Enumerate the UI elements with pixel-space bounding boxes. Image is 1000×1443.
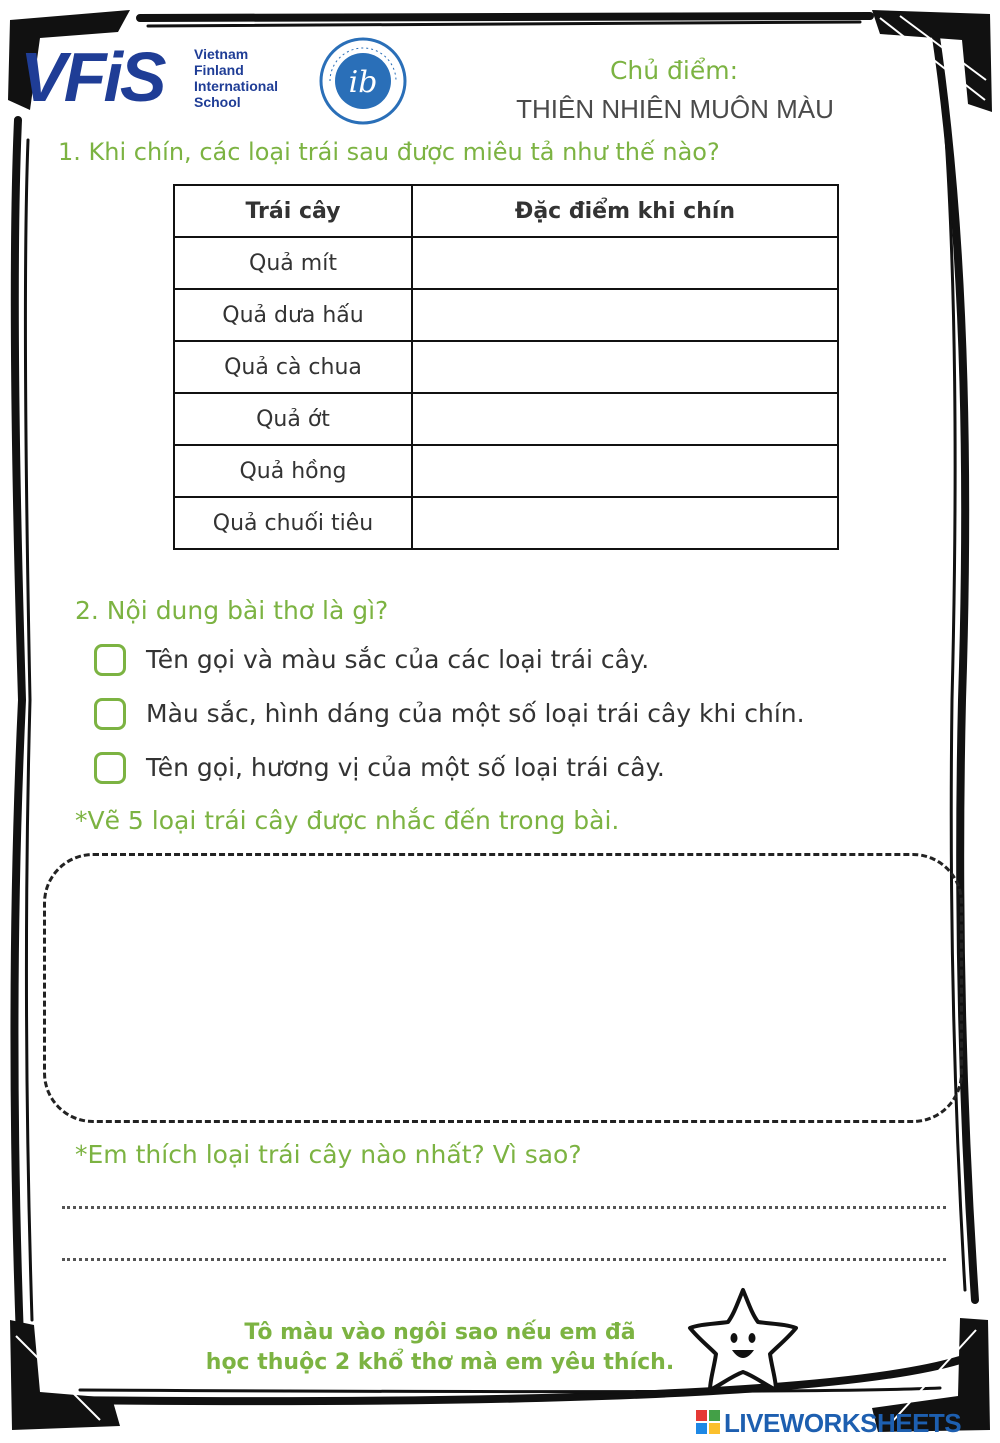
option-label: Tên gọi, hương vị của một số loại trái cây. — [146, 753, 665, 782]
theme-title: THIÊN NHIÊN MUÔN MÀU — [516, 94, 834, 124]
corner-bottom-left — [10, 1320, 120, 1430]
feature-answer-cell[interactable] — [412, 445, 838, 497]
ib-world-school-seal — [318, 36, 408, 126]
fruit-cell: Quả mít — [174, 237, 412, 289]
fruit-cell: Quả dưa hấu — [174, 289, 412, 341]
school-name-line: International — [194, 78, 279, 94]
option-checkbox[interactable] — [94, 644, 126, 676]
option-checkbox[interactable] — [94, 752, 126, 784]
fruit-table — [173, 184, 839, 550]
svg-text:ib: ib — [348, 65, 378, 100]
header-fruit: Trái cây — [174, 185, 412, 237]
fruit-cell: Quả ớt — [174, 393, 412, 445]
smiling-star-icon[interactable] — [684, 1284, 802, 1394]
answer-line[interactable] — [62, 1206, 946, 1209]
header-feature: Đặc điểm khi chín — [412, 185, 838, 237]
feature-answer-cell[interactable] — [412, 289, 838, 341]
fruit-cell: Quả chuối tiêu — [174, 497, 412, 549]
option-label: Màu sắc, hình dáng của một số loại trái cây khi chín. — [146, 699, 805, 728]
question-2-prompt: 2. Nội dung bài thơ là gì? — [75, 596, 389, 625]
theme-label: Chủ điểm: — [609, 56, 739, 85]
footer-line: Tô màu vào ngôi sao nếu em đã — [244, 1320, 636, 1345]
liveworksheets-logo-icon — [696, 1410, 720, 1434]
corner-top-right — [872, 10, 992, 112]
question-1-prompt: 1. Khi chín, các loại trái sau được miêu tả như thế nào? — [58, 138, 720, 166]
feature-answer-cell[interactable] — [412, 341, 838, 393]
school-name-line: Finland — [194, 62, 244, 78]
table-header-row — [174, 185, 838, 237]
table-row — [174, 341, 838, 393]
vfis-logo: VFiS — [20, 38, 164, 116]
feature-answer-cell[interactable] — [412, 393, 838, 445]
table-row — [174, 237, 838, 289]
favorite-prompt: *Em thích loại trái cây nào nhất? Vì sao? — [75, 1140, 582, 1169]
school-name-line: Vietnam — [194, 46, 249, 62]
fruit-cell: Quả cà chua — [174, 341, 412, 393]
fruit-cell: Quả hồng — [174, 445, 412, 497]
footer-instruction — [180, 1318, 700, 1378]
footer-line: học thuộc 2 khổ thơ mà em yêu thích. — [205, 1350, 675, 1375]
feature-answer-cell[interactable] — [412, 497, 838, 549]
drawing-area[interactable] — [43, 853, 963, 1123]
liveworksheets-watermark: LIVEWORKSHEETS — [724, 1408, 962, 1438]
table-row — [174, 289, 838, 341]
table-row — [174, 497, 838, 549]
table-row — [174, 445, 838, 497]
feature-answer-cell[interactable] — [412, 237, 838, 289]
option-label: Tên gọi và màu sắc của các loại trái cây. — [146, 645, 650, 674]
table-row — [174, 393, 838, 445]
option-checkbox[interactable] — [94, 698, 126, 730]
draw-prompt: *Vẽ 5 loại trái cây được nhắc đến trong bài. — [75, 806, 620, 835]
answer-line[interactable] — [62, 1258, 946, 1261]
school-name-line: School — [194, 94, 241, 110]
school-name — [194, 46, 304, 110]
